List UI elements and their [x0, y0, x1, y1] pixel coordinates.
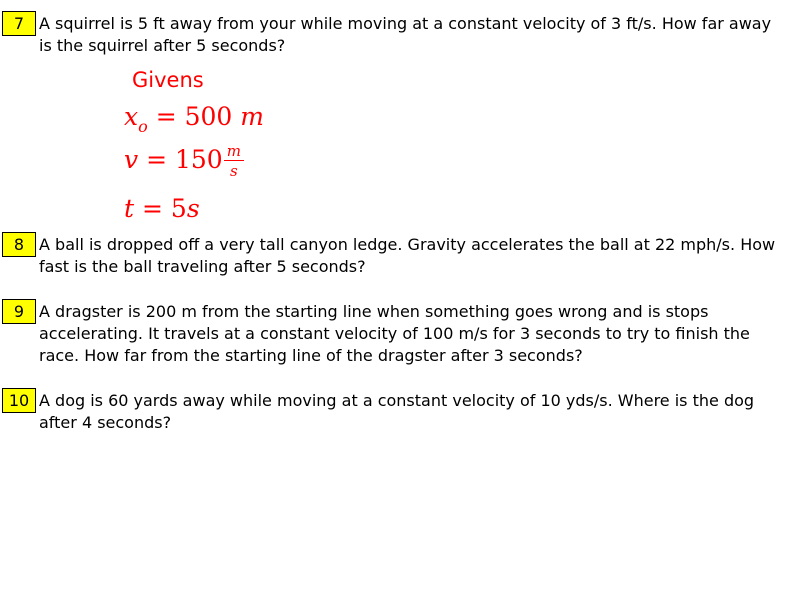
unit-numerator: m [224, 144, 244, 161]
problem-text: A squirrel is 5 ft away from your while moving at a constant velocity of 3 ft/s. How far away is the squirrel after 5 seconds? [39, 14, 772, 55]
given-var: v [124, 145, 139, 174]
given-value: 500 [184, 102, 233, 131]
equals-sign: = [155, 102, 177, 131]
problem-text: A dog is 60 yards away while moving at a constant velocity of 10 yds/s. Where is the dog after 4 seconds? [39, 391, 755, 432]
givens-block [120, 68, 420, 228]
unit-fraction [224, 144, 244, 179]
given-var: x [124, 102, 139, 131]
given-time [124, 194, 200, 223]
given-subscript: o [138, 117, 148, 136]
given-velocity [124, 144, 244, 179]
problem-number-badge: 9 [2, 299, 36, 324]
given-var: t [124, 194, 135, 223]
equals-sign: = [142, 194, 163, 223]
equals-sign: = [146, 145, 168, 174]
givens-title: Givens [132, 68, 204, 92]
problem-number-badge: 10 [2, 388, 36, 413]
unit-denominator: s [229, 162, 238, 180]
problem-text: A dragster is 200 m from the starting line when something goes wrong and is stops accelerating. It travels at a constant velocity of 100 m/s for 3 seconds to try to finish the race. How far from the starting line of the dragster after 3 seconds? [39, 302, 750, 365]
given-unit: m [240, 102, 264, 131]
given-unit: s [186, 194, 200, 223]
problem-number-badge: 7 [2, 11, 36, 36]
given-value: 5 [170, 194, 187, 223]
problem-number-badge: 8 [2, 232, 36, 257]
given-value: 150 [174, 145, 223, 174]
given-initial-position [124, 102, 264, 136]
problem-text: A ball is dropped off a very tall canyon ledge. Gravity accelerates the ball at 22 mph/s. How fast is the ball traveling after 5 seconds? [39, 235, 776, 276]
